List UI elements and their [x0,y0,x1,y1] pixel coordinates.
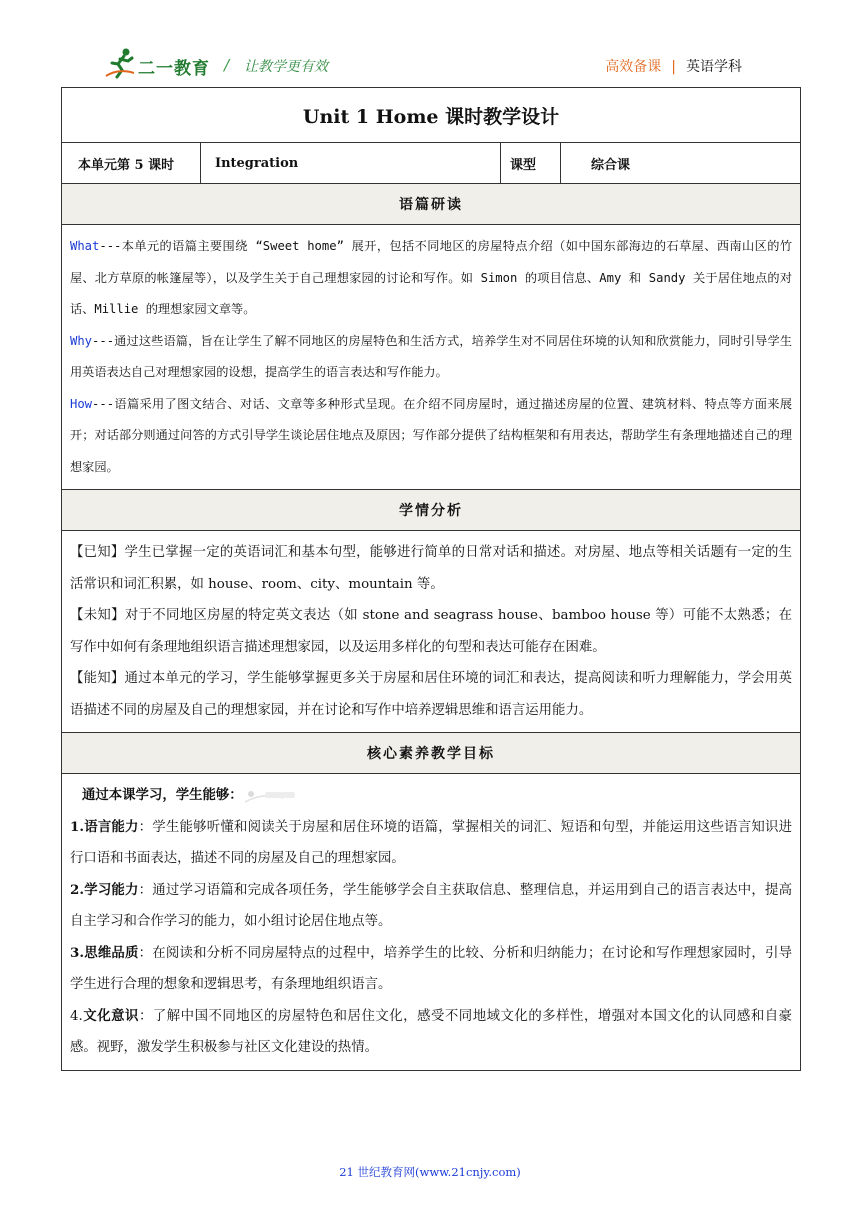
logo [104,46,224,82]
goal-3-text: ：在阅读和分析不同房屋特点的过程中，培养学生的比较、分析和归纳能力；在讨论和写作理想家园时，引导学生进行合理的想象和逻辑思考，有条理地组织语言。 [70,945,793,992]
how-paragraph [70,389,792,484]
unknown-text: 对于不同地区房屋的特定英文表达（如 stone and seagrass house、bamboo house 等）可能不太熟悉；在写作中如何有条理地组织语言描述理想家园，以及运用多样化的句型和表达可能存在困难。 [70,608,793,655]
header-divider: | [671,59,676,75]
what-key: What [70,239,100,253]
info-row [62,143,801,184]
logo-text: 二一教育 [138,59,210,79]
lesson-label: 本单元第 5 课时 [62,143,201,184]
goals-intro: 通过本课学习，学生能够： [82,787,243,803]
what-paragraph [70,231,792,326]
goal-2-key: 2.学习能力 [70,881,139,898]
page-footer: 21 世纪教育网(www.21cnjy.com) [339,1165,521,1179]
section-body-analysis [62,531,801,733]
goal-3-key: 3.思维品质 [70,944,139,961]
unknown-paragraph [70,600,792,663]
type-label: 课型 [501,143,561,184]
can-paragraph [70,663,792,726]
goal-2-text: ：通过学习语篇和完成各项任务，学生能够学会自主获取信息、整理信息，并运用到自己的语言表达中，提高自主学习和合作学习的能力，如小组讨论居住地点等。 [70,882,793,929]
header-subject: 英语学科 [686,59,742,75]
slogan-separator: / [224,56,230,74]
known-paragraph [70,537,792,600]
known-key: 【已知】 [70,545,125,560]
unknown-key: 【未知】 [70,608,125,623]
header-tag: 高效备课 [605,59,662,75]
why-key: Why [70,333,93,348]
page-header [0,0,860,84]
section-heading-goals: 核心素养教学目标 [62,733,801,774]
can-text: 通过本单元的学习，学生能够掌握更多关于房屋和居住环境的词汇和表达，提高阅读和听力理解能力，学会用英语描述不同的房屋及自己的理想家园，并在讨论和写作中培养逻辑思维和语言运用能力。 [70,671,793,718]
goal-1 [70,812,792,875]
section-body-reading [62,225,801,490]
goal-4 [70,1001,792,1064]
lesson-value: Integration [201,143,501,184]
goal-4-key: 文化意识 [82,1007,139,1024]
goals-intro-paragraph [70,780,792,812]
doc-title: Unit 1 Home 课时教学设计 [62,88,801,143]
goal-1-text: ：学生能够听懂和阅读关于房屋和居住环境的语篇，掌握相关的词汇、短语和句型，并能运用这些语言知识进行口语和书面表达，描述不同的房屋及自己的理想家园。 [70,819,793,866]
why-paragraph [70,326,792,389]
watermark-logo-icon [243,788,299,804]
section-heading-reading: 语篇研读 [62,184,801,225]
can-key: 【能知】 [70,671,125,686]
how-text: ---语篇采用了图文结合、对话、文章等多种形式呈现。在介绍不同房屋时，通过描述房屋的位置、建筑材料、特点等方面来展开；对话部分则通过问答的方式引导学生谈论居住地点及原因；写作部分提供了结构框架和有用表达，帮助学生有条理地描述自己的理想家园。 [70,396,793,474]
section-body-goals [62,774,801,1071]
goal-4-num: 4. [70,1008,83,1024]
goal-4-text: ：了解中国不同地区的房屋特色和居住文化，感受不同地域文化的多样性，增强对本国文化的认同感和自豪感。视野，激发学生积极参与社区文化建设的热情。 [70,1008,793,1055]
section-heading-analysis: 学情分析 [62,490,801,531]
header-right [605,56,742,76]
what-text: ---本单元的语篇主要围绕 “Sweet home” 展开，包括不同地区的房屋特点介绍（如中国东部海边的石草屋、西南山区的竹屋、北方草原的帐篷屋等），以及学生关于自己理想家园的讨论和写作。如 Simon 的项目信息、Amy 和 Sandy 关于居住地点的对话、Millie 的理想家园文章等。 [70,239,793,316]
goal-1-key: 1.语言能力 [70,818,139,835]
goal-2 [70,875,792,938]
how-key: How [70,396,93,411]
known-text: 学生已掌握一定的英语词汇和基本句型，能够进行简单的日常对话和描述。对房屋、地点等相关话题有一定的生活常识和词汇积累，如 house、room、city、mountain 等。 [70,545,793,592]
lesson-plan-table [61,87,801,1071]
slogan: 让教学更有效 [244,59,328,75]
goal-3 [70,938,792,1001]
runner-logo-icon [104,46,138,80]
type-value: 综合课 [561,143,801,184]
why-text: ---通过这些语篇，旨在让学生了解不同地区的房屋特色和生活方式，培养学生对不同居住环境的认知和欣赏能力，同时引导学生用英语表达自己对理想家园的设想，提高学生的语言表达和写作能力。 [70,333,793,379]
